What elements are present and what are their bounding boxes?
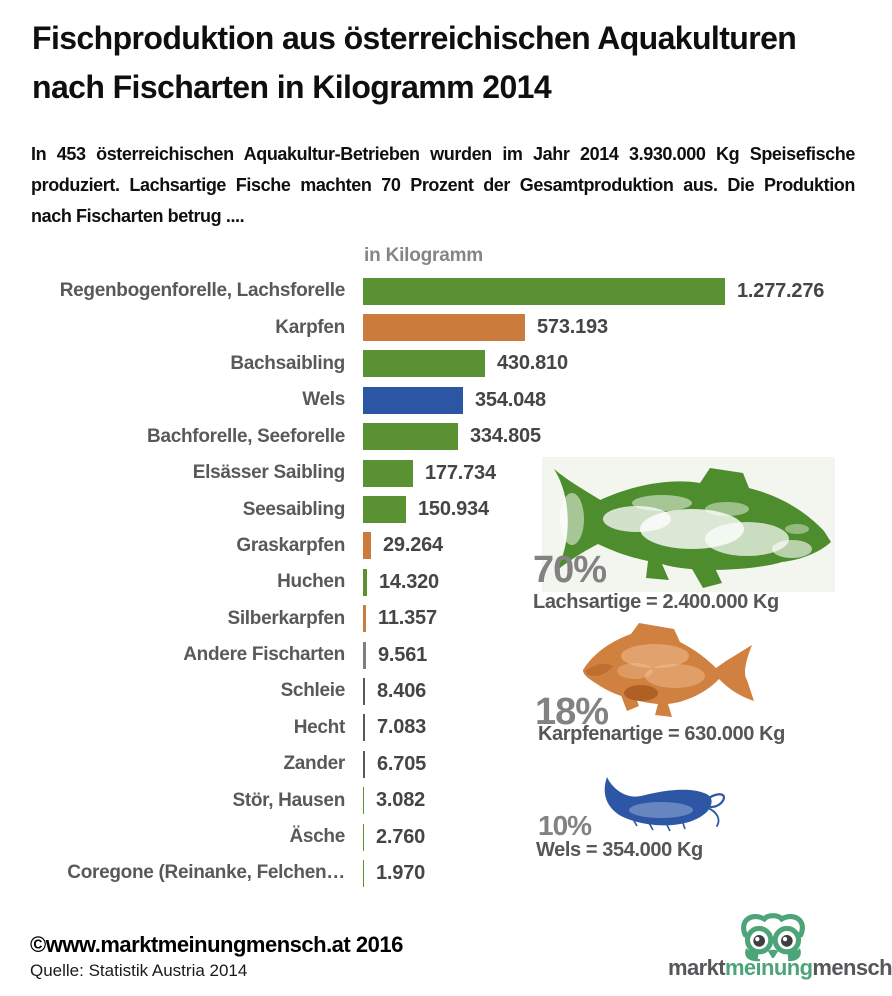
category-label: Äsche: [289, 826, 345, 848]
bar: [363, 314, 525, 341]
bar: [363, 423, 458, 450]
percent-wels: 10%: [538, 810, 592, 841]
category-label: Huchen: [277, 571, 345, 593]
category-label: Bachsaibling: [230, 352, 345, 374]
category-label: Andere Fischarten: [183, 644, 345, 666]
category-label: Stör, Hausen: [232, 789, 345, 811]
source-text: Quelle: Statistik Austria 2014: [30, 961, 248, 980]
logo-wordmark: [662, 955, 892, 981]
table-row: [0, 419, 892, 455]
bar: [363, 350, 485, 377]
bar: [363, 787, 364, 814]
category-label: Seesaibling: [242, 498, 345, 520]
value-label: 3.082: [376, 789, 426, 812]
bar: [363, 605, 366, 632]
value-label: 177.734: [425, 461, 496, 484]
label-karpfenartige: Karpfenartige = 630.000 Kg: [538, 723, 785, 745]
value-label: 14.320: [379, 570, 439, 593]
table-row: [0, 346, 892, 382]
bar: [363, 496, 406, 523]
bar: [363, 678, 365, 705]
value-label: 354.048: [475, 388, 546, 411]
bar: [363, 532, 371, 559]
value-label: 1.970: [376, 861, 426, 884]
value-label: 430.810: [497, 352, 568, 375]
value-label: 2.760: [376, 825, 426, 848]
category-label: Wels: [302, 389, 345, 411]
label-lachsartige: Lachsartige = 2.400.000 Kg: [533, 591, 779, 613]
bar: [363, 824, 364, 851]
value-label: 573.193: [537, 316, 608, 339]
category-label: Silberkarpfen: [227, 607, 345, 629]
category-label: Regenbogenforelle, Lachsforelle: [59, 280, 345, 302]
category-label: Schleie: [280, 680, 345, 702]
value-label: 6.705: [377, 752, 427, 775]
intro-line: nach Fischarten betrug ....: [31, 206, 245, 226]
percent-lachsartige: 70%: [533, 549, 607, 591]
axis-title: in Kilogramm: [364, 245, 484, 266]
category-label: Elsässer Saibling: [192, 462, 345, 484]
value-label: 9.561: [378, 643, 428, 666]
value-label: 11.357: [378, 607, 437, 630]
bar: [363, 569, 367, 596]
category-label: Graskarpfen: [236, 534, 345, 556]
value-label: 334.805: [470, 425, 541, 448]
bar: [363, 460, 413, 487]
table-row: [0, 382, 892, 418]
value-label: 8.406: [377, 679, 427, 702]
table-row: [0, 782, 892, 818]
category-label: Zander: [283, 753, 345, 775]
value-label: 29.264: [383, 534, 443, 557]
bar: [363, 387, 463, 414]
bar: [363, 860, 364, 887]
value-label: 7.083: [377, 716, 427, 739]
percent-karpfenartige: 18%: [535, 691, 609, 733]
intro-paragraph: [31, 139, 855, 232]
category-label: Hecht: [293, 716, 345, 738]
value-label: 1.277.276: [737, 279, 825, 302]
catfish-image: [597, 774, 725, 832]
bar: [363, 751, 365, 778]
table-row: [0, 855, 892, 891]
table-row: [0, 746, 892, 782]
page-title-line2: nach Fischarten in Kilogramm 2014: [32, 69, 552, 105]
bar: [363, 642, 366, 669]
table-row: [0, 309, 892, 345]
value-label: 150.934: [418, 498, 489, 521]
page-title-line1: Fischproduktion aus österreichischen Aquakulturen: [32, 20, 797, 56]
label-wels: Wels = 354.000 Kg: [536, 839, 703, 861]
intro-line: produziert. Lachsartige Fische machten 70 Prozent der Gesamtproduktion aus. Die Produktion: [31, 175, 855, 195]
page-title: [32, 14, 796, 112]
logo-part-mensch: mensch: [812, 955, 892, 980]
intro-line: In 453 österreichischen Aquakultur-Betrieben wurden im Jahr 2014 3.930.000 Kg Speisefische: [31, 144, 855, 164]
table-row: [0, 273, 892, 309]
copyright-text: ©www.marktmeinungmensch.at 2016: [30, 932, 403, 957]
bar: [363, 714, 365, 741]
category-label: Bachforelle, Seeforelle: [147, 425, 345, 447]
bar: [363, 278, 725, 305]
table-row: [0, 819, 892, 855]
category-label: Karpfen: [275, 316, 345, 338]
logo-part-markt: markt: [668, 955, 725, 980]
category-label: Coregone (Reinanke, Felchen…: [67, 862, 345, 884]
table-row: [0, 637, 892, 673]
table-row: [0, 673, 892, 709]
logo-part-meinung: meinung: [724, 955, 813, 980]
